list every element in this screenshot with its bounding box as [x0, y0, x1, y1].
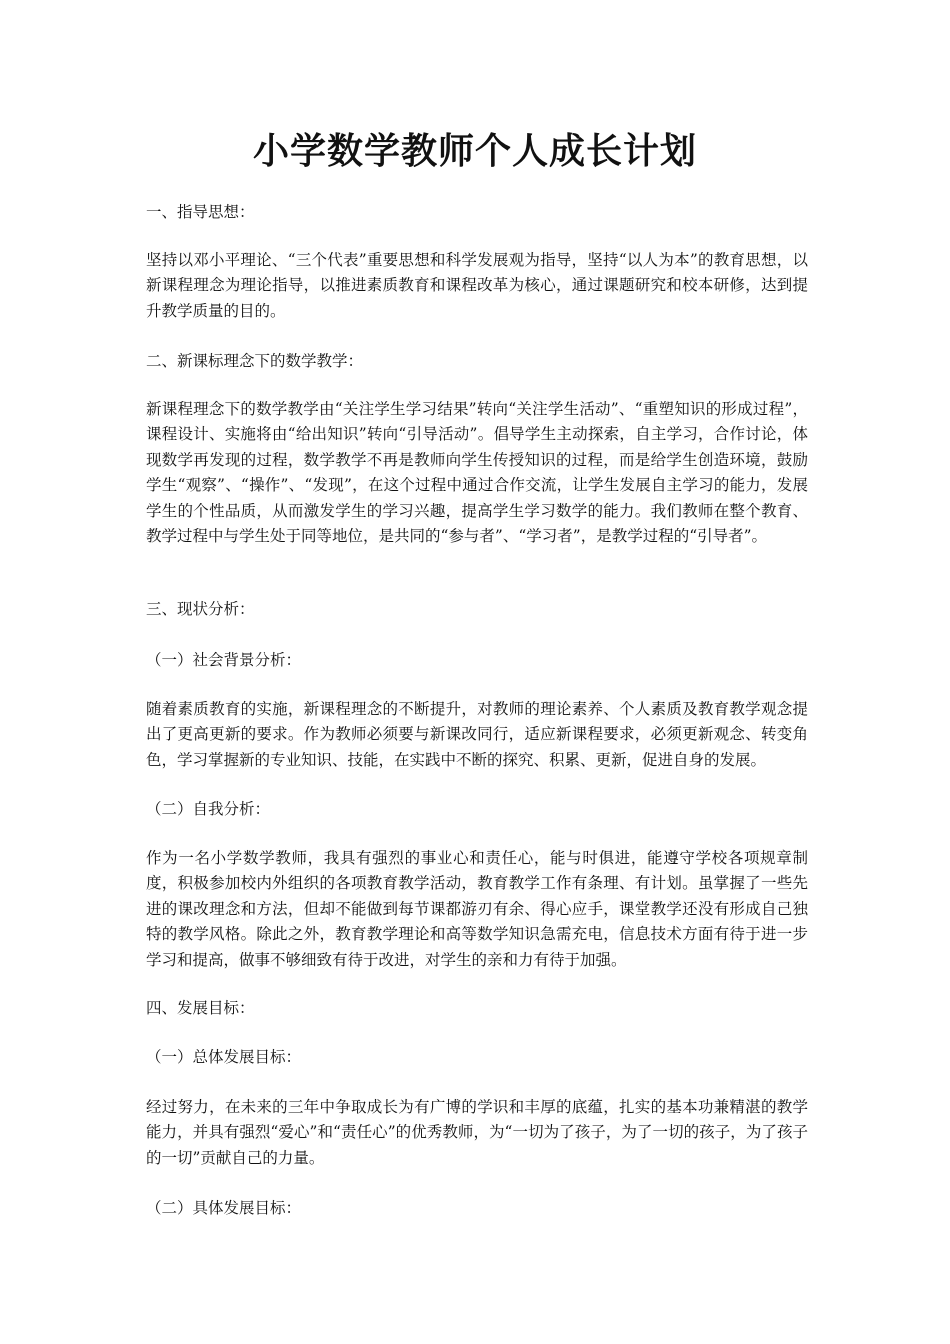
paragraph-overall-goals: 经过努力，在未来的三年中争取成长为有广博的学识和丰厚的底蕴，扎实的基本功兼精湛的教学能力，并具有强烈“爱心”和“责任心”的优秀教师，为“一切为了孩子，为了一切的孩子，为了孩子的一切”贡献自己的力量。 — [146, 1098, 808, 1167]
subheading-overall-goals: （一）总体发展目标： — [146, 1048, 302, 1066]
subheading-specific-goals: （二）具体发展目标： — [146, 1199, 302, 1217]
subheading-self-analysis: （二）自我分析： — [146, 800, 271, 818]
paragraph-math-teaching: 新课程理念下的数学教学由“关注学生学习结果”转向“关注学生活动”、“重塑知识的形成过程”，课程设计、实施将由“给出知识”转向“引导活动”。倡导学生主动探索，自主学习，合作讨论，体现数学再发现的过程，数学教学不再是教师向学生传授知识的过程，而是给学生创造环境，鼓励学生“观察”、“操作”、“发现”，在这个过程中通过合作交流，让学生发展自主学习的能力，发展学生的个性品质，从而激发学生的学习兴趣，提高学生学习数学的能力。我们教师在整个教育、教学过程中与学生处于同等地位，是共同的“参与者”、“学习者”，是教学过程的“引导者”。 — [146, 400, 808, 546]
paragraph-guiding-ideology: 坚持以邓小平理论、“三个代表”重要思想和科学发展观为指导，坚持“以人为本”的教育思想，以新课程理念为理论指导，以推进素质教育和课程改革为核心，通过课题研究和校本研修，达到提升教学质量的目的。 — [146, 251, 808, 320]
section-heading-guiding-ideology: 一、指导思想： — [146, 203, 255, 221]
page-title: 小学数学教师个人成长计划 — [252, 130, 697, 172]
paragraph-self-analysis: 作为一名小学数学教师，我具有强烈的事业心和责任心，能与时俱进，能遵守学校各项规章制度，积极参加校内外组织的各项教育教学活动，教育教学工作有条理、有计划。虽掌握了一些先进的课改理念和方法，但却不能做到每节课都游刃有余、得心应手，课堂教学还没有形成自己独特的教学风格。除此之外，教育教学理论和高等数学知识急需充电，信息技术方面有待于进一步学习和提高，做事不够细致有待于改进，对学生的亲和力有待于加强。 — [146, 849, 808, 969]
section-heading-development-goals: 四、发展目标： — [146, 999, 255, 1017]
subheading-social-background: （一）社会背景分析： — [146, 651, 302, 669]
section-heading-math-teaching: 二、新课标理念下的数学教学： — [146, 352, 364, 370]
section-heading-status-analysis: 三、现状分析： — [146, 600, 255, 618]
paragraph-social-background: 随着素质教育的实施，新课程理念的不断提升，对教师的理论素养、个人素质及教育教学观念提出了更高更新的要求。作为教师必须要与新课改同行，适应新课程要求，必须更新观念、转变角色，学习掌握新的专业知识、技能，在实践中不断的探究、积累、更新，促进自身的发展。 — [146, 700, 808, 769]
